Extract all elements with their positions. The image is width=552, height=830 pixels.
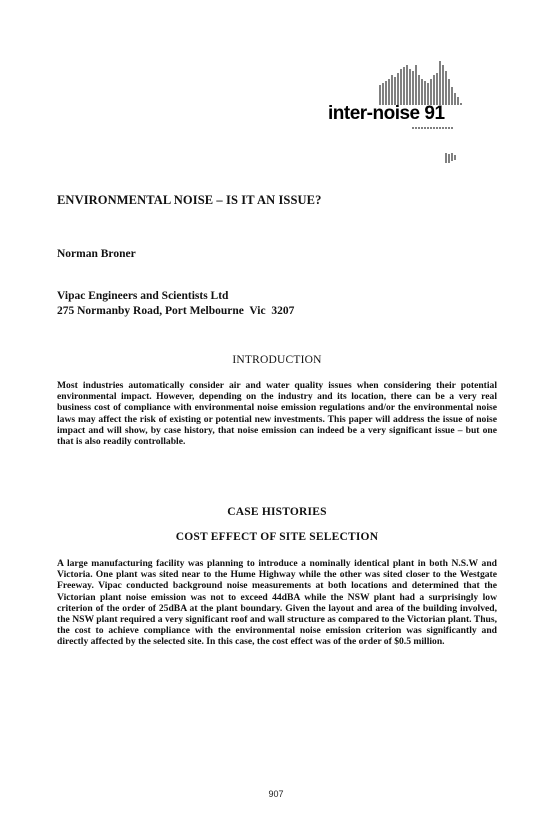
introduction-heading: INTRODUCTION <box>232 354 322 366</box>
author-name: Norman Broner <box>57 248 136 260</box>
cost-effect-heading: COST EFFECT OF SITE SELECTION <box>175 531 379 543</box>
page-number: 907 <box>268 789 284 799</box>
affiliation-address: 275 Normanby Road, Port Melbourne Vic 3207 <box>57 305 295 317</box>
case-histories-heading: CASE HISTORIES <box>227 506 327 518</box>
affiliation-organization: Vipac Engineers and Scientists Ltd <box>57 290 229 302</box>
introduction-paragraph: Most industries automatically consider air and water quality issues when considering their potential environmental impact. However, depending on the industry and its location, there can be a very real business cost of compliance with environmental noise emission regulations and/or the environmental noise laws may affect the risk of existing or potential new investments. This paper will address the issue of noise impact and will show, by case history, that noise emission can indeed be a very significant issue – but one that is also readily controllable. <box>57 380 497 448</box>
logo-text: inter-noise 91 <box>328 103 445 124</box>
paper-title: ENVIRONMENTAL NOISE – IS IT AN ISSUE? <box>57 193 322 207</box>
cost-effect-paragraph: A large manufacturing facility was planning to introduce a nominally identical plant in both N.S.W and Victoria. One plant was sited near to the Hume Highway while the other was sited closer to the Westgate Freeway. Vipac conducted background noise measurements at both locations and determined that the Victorian plant noise emission was not to exceed 44dBA while the NSW plant had a surprisingly low criterion of the order of 25dBA at the plant boundary. Given the layout and area of the building involved, the NSW plant required a very significant roof and wall structure as compared to the Victorian plant. Thus, the cost to achieve compliance with the environmental noise emission criterion was significantly and directly affected by the selected site. In this case, the cost effect was of the order of $0.5 million. <box>57 558 497 648</box>
inter-noise-logo <box>300 55 470 165</box>
